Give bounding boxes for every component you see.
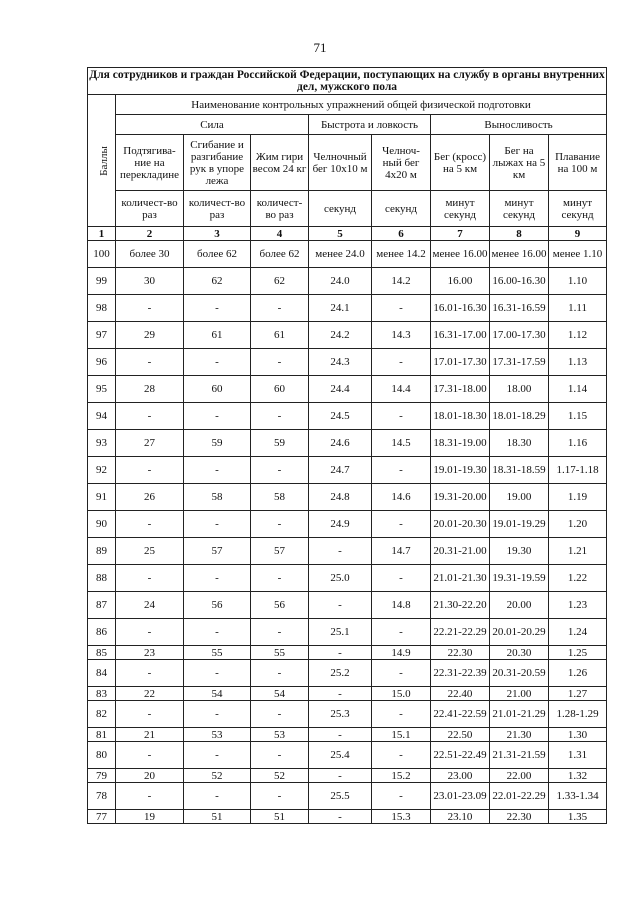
table-cell: 1.14 <box>549 376 607 403</box>
table-cell: 20.00 <box>490 592 549 619</box>
table-cell: 59 <box>251 430 309 457</box>
unit-header: секунд <box>309 191 372 227</box>
table-cell: 20.01-20.30 <box>431 511 490 538</box>
fitness-norms-table <box>87 67 607 824</box>
table-cell: 25 <box>116 538 184 565</box>
table-cell: - <box>251 660 309 687</box>
table-cell: 24.6 <box>309 430 372 457</box>
table-row <box>88 810 607 824</box>
table-row <box>88 457 607 484</box>
table-cell: 53 <box>251 728 309 742</box>
unit-header: количест-во раз <box>251 191 309 227</box>
table-cell: 55 <box>251 646 309 660</box>
table-cell: 24.4 <box>309 376 372 403</box>
table-cell: 14.7 <box>372 538 431 565</box>
exercise-header: Жим гири весом 24 кг <box>251 135 309 191</box>
table-cell: 1.15 <box>549 403 607 430</box>
table-row <box>88 619 607 646</box>
table-cell: 61 <box>251 322 309 349</box>
table-cell: 19.30 <box>490 538 549 565</box>
table-cell: - <box>116 295 184 322</box>
column-number: 1 <box>88 227 116 241</box>
table-cell: - <box>251 565 309 592</box>
table-cell: 54 <box>251 687 309 701</box>
table-cell: - <box>116 457 184 484</box>
table-cell: 24.7 <box>309 457 372 484</box>
table-cell: 1.33-1.34 <box>549 783 607 810</box>
table-cell: 22 <box>116 687 184 701</box>
table-cell: 62 <box>251 268 309 295</box>
table-cell: менее 16.00 <box>490 241 549 268</box>
table-cell: 14.8 <box>372 592 431 619</box>
table-cell: более 30 <box>116 241 184 268</box>
table-cell: 51 <box>251 810 309 824</box>
table-cell: 23.00 <box>431 769 490 783</box>
table-cell: - <box>184 403 251 430</box>
table-cell: 19.31-19.59 <box>490 565 549 592</box>
table-cell: 14.9 <box>372 646 431 660</box>
unit-header: минут секунд <box>490 191 549 227</box>
table-cell: 62 <box>184 268 251 295</box>
score-cell: 94 <box>88 403 116 430</box>
table-cell: - <box>251 783 309 810</box>
table-cell: - <box>372 403 431 430</box>
table-row <box>88 728 607 742</box>
table-cell: 29 <box>116 322 184 349</box>
column-number: 4 <box>251 227 309 241</box>
score-cell: 87 <box>88 592 116 619</box>
table-cell: - <box>116 783 184 810</box>
category-header-endurance: Выносливость <box>431 115 607 135</box>
table-row <box>88 783 607 810</box>
table-cell: - <box>116 403 184 430</box>
score-cell: 80 <box>88 742 116 769</box>
table-cell: - <box>251 457 309 484</box>
table-cell: 22.01-22.29 <box>490 783 549 810</box>
table-cell: - <box>251 511 309 538</box>
table-cell: более 62 <box>184 241 251 268</box>
column-number: 7 <box>431 227 490 241</box>
table-cell: 54 <box>184 687 251 701</box>
exercise-header: Челноч-ный бег 4х20 м <box>372 135 431 191</box>
table-cell: 1.31 <box>549 742 607 769</box>
table-cell: 21.00 <box>490 687 549 701</box>
score-cell: 91 <box>88 484 116 511</box>
unit-header: минут секунд <box>549 191 607 227</box>
table-cell: 19.01-19.30 <box>431 457 490 484</box>
table-cell: 56 <box>184 592 251 619</box>
table-cell: - <box>251 619 309 646</box>
table-row <box>88 349 607 376</box>
table-cell: 17.00-17.30 <box>490 322 549 349</box>
table-cell: 15.3 <box>372 810 431 824</box>
table-cell: 14.2 <box>372 268 431 295</box>
table-cell: 21.31-21.59 <box>490 742 549 769</box>
table-cell: 22.30 <box>431 646 490 660</box>
table-cell: 1.35 <box>549 810 607 824</box>
table-cell: 24 <box>116 592 184 619</box>
exercise-header: Челночный бег 10х10 м <box>309 135 372 191</box>
table-cell: 1.25 <box>549 646 607 660</box>
table-cell: 23.10 <box>431 810 490 824</box>
table-cell: 1.27 <box>549 687 607 701</box>
exercise-header: Плавание на 100 м <box>549 135 607 191</box>
table-cell: 20.30 <box>490 646 549 660</box>
unit-header: количест-во раз <box>116 191 184 227</box>
table-cell: - <box>184 701 251 728</box>
table-cell: 25.4 <box>309 742 372 769</box>
table-row <box>88 322 607 349</box>
table-cell: 17.31-18.00 <box>431 376 490 403</box>
table-cell: 16.00-16.30 <box>490 268 549 295</box>
score-cell: 97 <box>88 322 116 349</box>
table-cell: 24.9 <box>309 511 372 538</box>
table-cell: 59 <box>184 430 251 457</box>
table-cell: 1.19 <box>549 484 607 511</box>
table-cell: - <box>251 701 309 728</box>
table-row <box>88 295 607 322</box>
page-number: 71 <box>313 40 327 55</box>
exercise-header: Подтягива-ние на перекладине <box>116 135 184 191</box>
table-cell: - <box>116 349 184 376</box>
table-cell: - <box>372 457 431 484</box>
table-cell: 1.28-1.29 <box>549 701 607 728</box>
table-cell: 21.30 <box>490 728 549 742</box>
table-cell: - <box>309 728 372 742</box>
table-cell: 1.12 <box>549 322 607 349</box>
table-cell: - <box>184 511 251 538</box>
table-cell: - <box>309 687 372 701</box>
table-cell: менее 16.00 <box>431 241 490 268</box>
score-cell: 85 <box>88 646 116 660</box>
table-cell: более 62 <box>251 241 309 268</box>
table-cell: 22.00 <box>490 769 549 783</box>
score-cell: 86 <box>88 619 116 646</box>
table-cell: 19.00 <box>490 484 549 511</box>
unit-header: секунд <box>372 191 431 227</box>
table-cell: 20.31-20.59 <box>490 660 549 687</box>
score-cell: 89 <box>88 538 116 565</box>
table-cell: 19.31-20.00 <box>431 484 490 511</box>
table-title: Для сотрудников и граждан Российской Федерации, поступающих на службу в органы внутренних дел, мужского пола <box>89 69 605 93</box>
table-cell: - <box>184 295 251 322</box>
table-cell: 18.01-18.30 <box>431 403 490 430</box>
table-cell: - <box>309 538 372 565</box>
score-cell: 88 <box>88 565 116 592</box>
table-cell: 55 <box>184 646 251 660</box>
exercise-header: Бег (кросс) на 5 км <box>431 135 490 191</box>
table-cell: - <box>184 565 251 592</box>
category-header-strength: Сила <box>116 115 309 135</box>
table-cell: - <box>184 349 251 376</box>
table-cell: 14.4 <box>372 376 431 403</box>
score-cell: 81 <box>88 728 116 742</box>
table-cell: - <box>116 565 184 592</box>
table-cell: 1.32 <box>549 769 607 783</box>
table-row <box>88 701 607 728</box>
table-cell: 21 <box>116 728 184 742</box>
table-cell: - <box>116 619 184 646</box>
score-cell: 98 <box>88 295 116 322</box>
table-row <box>88 268 607 295</box>
table-cell: - <box>116 511 184 538</box>
table-cell: - <box>184 619 251 646</box>
table-cell: 15.2 <box>372 769 431 783</box>
table-cell: 24.2 <box>309 322 372 349</box>
score-cell: 96 <box>88 349 116 376</box>
table-cell: - <box>251 349 309 376</box>
table-cell: 18.31-19.00 <box>431 430 490 457</box>
table-cell: 52 <box>184 769 251 783</box>
table-cell: - <box>372 295 431 322</box>
table-cell: 19 <box>116 810 184 824</box>
column-number: 3 <box>184 227 251 241</box>
table-cell: - <box>372 565 431 592</box>
score-cell: 95 <box>88 376 116 403</box>
unit-header: минут секунд <box>431 191 490 227</box>
table-cell: 16.01-16.30 <box>431 295 490 322</box>
table-cell: - <box>372 701 431 728</box>
table-cell: 1.26 <box>549 660 607 687</box>
table-cell: 15.0 <box>372 687 431 701</box>
table-cell: 25.3 <box>309 701 372 728</box>
column-number: 6 <box>372 227 431 241</box>
table-row <box>88 511 607 538</box>
table-cell: 60 <box>184 376 251 403</box>
table-cell: 60 <box>251 376 309 403</box>
table-cell: 25.2 <box>309 660 372 687</box>
table-cell: 23.01-23.09 <box>431 783 490 810</box>
table-cell: 1.23 <box>549 592 607 619</box>
score-cell: 99 <box>88 268 116 295</box>
score-cell: 100 <box>88 241 116 268</box>
table-row <box>88 241 607 268</box>
unit-header: количест-во раз <box>184 191 251 227</box>
table-cell: 28 <box>116 376 184 403</box>
column-number: 5 <box>309 227 372 241</box>
table-row <box>88 376 607 403</box>
table-cell: 27 <box>116 430 184 457</box>
table-cell: 18.31-18.59 <box>490 457 549 484</box>
table-cell: 14.3 <box>372 322 431 349</box>
table-cell: 25.5 <box>309 783 372 810</box>
table-cell: 19.01-19.29 <box>490 511 549 538</box>
table-row <box>88 403 607 430</box>
score-cell: 92 <box>88 457 116 484</box>
table-row <box>88 565 607 592</box>
table-cell: - <box>372 742 431 769</box>
table-cell: 57 <box>184 538 251 565</box>
table-cell: 20.01-20.29 <box>490 619 549 646</box>
table-cell: - <box>309 646 372 660</box>
table-cell: 14.5 <box>372 430 431 457</box>
column-number: 8 <box>490 227 549 241</box>
table-row <box>88 687 607 701</box>
table-cell: 1.11 <box>549 295 607 322</box>
category-header-speed: Быстрота и ловкость <box>309 115 431 135</box>
exercise-header: Бег на лыжах на 5 км <box>490 135 549 191</box>
table-cell: 20 <box>116 769 184 783</box>
table-cell: 22.40 <box>431 687 490 701</box>
score-cell: 90 <box>88 511 116 538</box>
table-cell: 1.30 <box>549 728 607 742</box>
table-cell: 58 <box>251 484 309 511</box>
table-cell: 24.3 <box>309 349 372 376</box>
table-cell: - <box>116 701 184 728</box>
score-cell: 78 <box>88 783 116 810</box>
table-cell: - <box>116 660 184 687</box>
table-cell: 17.31-17.59 <box>490 349 549 376</box>
table-cell: - <box>372 619 431 646</box>
table-row <box>88 646 607 660</box>
table-row <box>88 769 607 783</box>
table-cell: 22.51-22.49 <box>431 742 490 769</box>
exercises-group-header: Наименование контрольных упражнений общей физической подготовки <box>116 95 607 115</box>
table-row <box>88 592 607 619</box>
table-row <box>88 742 607 769</box>
table-cell: менее 1.10 <box>549 241 607 268</box>
table-cell: - <box>309 810 372 824</box>
table-cell: 16.31-17.00 <box>431 322 490 349</box>
table-cell: - <box>184 742 251 769</box>
table-cell: 22.41-22.59 <box>431 701 490 728</box>
table-cell: - <box>372 660 431 687</box>
table-cell: 18.01-18.29 <box>490 403 549 430</box>
table-cell: 1.20 <box>549 511 607 538</box>
table-cell: 58 <box>184 484 251 511</box>
table-row <box>88 538 607 565</box>
table-cell: 18.00 <box>490 376 549 403</box>
table-cell: 24.0 <box>309 268 372 295</box>
table-cell: 1.17-1.18 <box>549 457 607 484</box>
table-cell: 57 <box>251 538 309 565</box>
table-row <box>88 430 607 457</box>
table-cell: 1.22 <box>549 565 607 592</box>
table-cell: 26 <box>116 484 184 511</box>
table-cell: 22.30 <box>490 810 549 824</box>
table-cell: менее 24.0 <box>309 241 372 268</box>
score-cell: 79 <box>88 769 116 783</box>
table-cell: 51 <box>184 810 251 824</box>
table-cell: - <box>251 742 309 769</box>
table-cell: - <box>184 783 251 810</box>
table-cell: 16.31-16.59 <box>490 295 549 322</box>
table-cell: 21.01-21.30 <box>431 565 490 592</box>
table-cell: 1.13 <box>549 349 607 376</box>
table-cell: 20.31-21.00 <box>431 538 490 565</box>
table-cell: - <box>372 783 431 810</box>
table-cell: 16.00 <box>431 268 490 295</box>
table-cell: 15.1 <box>372 728 431 742</box>
table-cell: - <box>309 769 372 783</box>
table-cell: - <box>251 295 309 322</box>
table-cell: 21.01-21.29 <box>490 701 549 728</box>
table-cell: 22.50 <box>431 728 490 742</box>
table-cell: 21.30-22.20 <box>431 592 490 619</box>
table-cell: - <box>116 742 184 769</box>
table-cell: 18.30 <box>490 430 549 457</box>
table-cell: 24.5 <box>309 403 372 430</box>
column-number: 2 <box>116 227 184 241</box>
table-cell: 56 <box>251 592 309 619</box>
table-cell: - <box>184 660 251 687</box>
score-column-header: Баллы <box>88 95 116 227</box>
table-cell: 17.01-17.30 <box>431 349 490 376</box>
table-cell: 61 <box>184 322 251 349</box>
score-cell: 82 <box>88 701 116 728</box>
table-cell: 24.1 <box>309 295 372 322</box>
score-cell: 83 <box>88 687 116 701</box>
table-cell: - <box>184 457 251 484</box>
table-cell: - <box>309 592 372 619</box>
table-cell: 53 <box>184 728 251 742</box>
table-cell: - <box>372 511 431 538</box>
table-cell: 1.24 <box>549 619 607 646</box>
table-cell: 22.21-22.29 <box>431 619 490 646</box>
score-cell: 93 <box>88 430 116 457</box>
score-cell: 77 <box>88 810 116 824</box>
table-cell: 52 <box>251 769 309 783</box>
table-cell: 14.6 <box>372 484 431 511</box>
table-cell: 24.8 <box>309 484 372 511</box>
table-cell: 23 <box>116 646 184 660</box>
table-row <box>88 484 607 511</box>
table-cell: 25.1 <box>309 619 372 646</box>
table-cell: 1.21 <box>549 538 607 565</box>
table-cell: 25.0 <box>309 565 372 592</box>
column-number: 9 <box>549 227 607 241</box>
table-cell: 1.16 <box>549 430 607 457</box>
table-cell: 1.10 <box>549 268 607 295</box>
score-cell: 84 <box>88 660 116 687</box>
table-cell: - <box>372 349 431 376</box>
table-cell: менее 14.2 <box>372 241 431 268</box>
table-cell: 30 <box>116 268 184 295</box>
table-cell: - <box>251 403 309 430</box>
table-cell: 22.31-22.39 <box>431 660 490 687</box>
exercise-header: Сгибание и разгибание рук в упоре лежа <box>184 135 251 191</box>
table-row <box>88 660 607 687</box>
